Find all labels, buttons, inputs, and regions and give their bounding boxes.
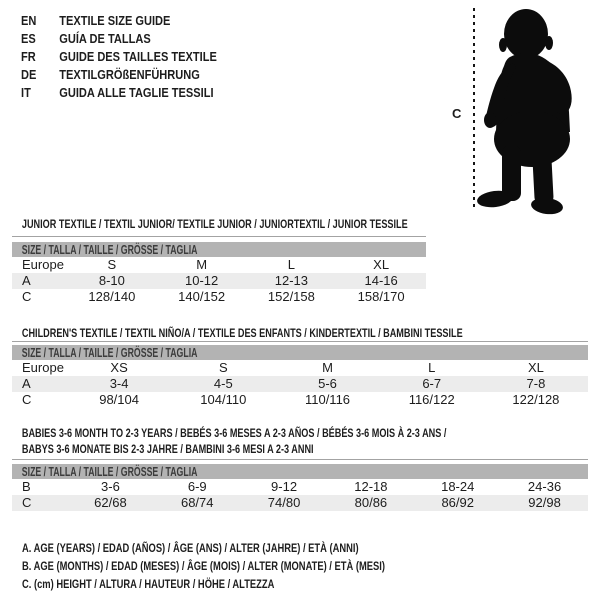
table-top-rule (12, 236, 426, 237)
table-cell: 116/122 (408, 392, 455, 407)
table-cell: M (196, 257, 208, 272)
table-cell: 92/98 (528, 495, 561, 510)
table-cell: XL (373, 257, 390, 272)
language-row (21, 48, 217, 66)
table-cell: 7-8 (526, 376, 546, 391)
size-header-bar (12, 345, 588, 360)
table-cell: 104/110 (200, 392, 247, 407)
figure-height-label: C (452, 106, 462, 121)
table-row (12, 495, 588, 511)
table-cell: M (322, 360, 333, 375)
table-cell: L (428, 360, 436, 375)
language-row (21, 12, 217, 30)
table-cell: 98/104 (99, 392, 139, 407)
table-row (12, 479, 588, 495)
table-cell: 3-4 (109, 376, 129, 391)
table-cell: 5-6 (318, 376, 337, 391)
footnote: A. AGE (YEARS) / EDAD (AÑOS) / ÂGE (ANS) / ALTER (JAHRE) / ETÀ (ANNI) (22, 541, 359, 555)
language-code: ES (21, 31, 36, 46)
table-row (12, 273, 426, 289)
language-title: GUÍA DE TALLAS (59, 31, 151, 46)
language-code: FR (21, 49, 36, 64)
size-header-bar-label: SIZE / TALLA / TAILLE / GRÖSSE / TAGLIA (21, 465, 198, 479)
table-cell: 62/68 (94, 495, 127, 510)
row-label: C (22, 392, 32, 407)
table-heading-line: BABYS 3-6 MONATE BIS 2-3 JAHRE / BAMBINI 3-6 MESI A 2-3 ANNI (21, 442, 314, 456)
table-cell: 8-10 (98, 273, 125, 288)
size-table (12, 216, 426, 305)
footnotes (22, 539, 487, 593)
language-title: TEXTILGRÖßENFÜHRUNG (59, 67, 200, 82)
table-row (12, 376, 588, 392)
table-row (12, 257, 426, 273)
table-cell: 6-9 (187, 479, 207, 494)
table-heading (12, 425, 450, 457)
size-header-bar (12, 242, 426, 257)
language-row (21, 30, 217, 48)
table-cell: 24-36 (527, 479, 562, 494)
toddler-silhouette (470, 0, 600, 215)
language-title: TEXTILE SIZE GUIDE (59, 13, 171, 28)
row-label: A (22, 273, 31, 288)
table-cell: 110/116 (304, 392, 351, 407)
table-cell: 14-16 (364, 273, 398, 288)
size-header-bar (12, 464, 588, 479)
language-code: IT (21, 85, 31, 100)
table-row (12, 289, 426, 305)
table-cell: 68/74 (180, 495, 214, 510)
row-label: Europe (22, 257, 64, 272)
table-cell: S (218, 360, 228, 375)
table-cell: 140/152 (178, 289, 226, 304)
table-cell: 3-6 (101, 479, 120, 494)
footnote: B. AGE (MONTHS) / EDAD (MESES) / ÂGE (MOIS) / ALTER (MONATE) / ETÀ (MESI) (22, 559, 385, 573)
table-cell: 18-24 (441, 479, 475, 494)
table-heading (12, 216, 408, 232)
size-table (12, 325, 588, 408)
row-label: A (22, 376, 31, 391)
table-heading (12, 325, 463, 341)
table-cell: 4-5 (213, 376, 233, 391)
table-heading-line: BABIES 3-6 MONTH TO 2-3 YEARS / BEBÉS 3-6 MESES A 2-3 AÑOS / BÉBÉS 3-6 MOIS À 2-3 ANS / (21, 426, 447, 440)
table-row (12, 360, 588, 376)
table-cell: 152/158 (267, 289, 315, 304)
footnote: C. (cm) HEIGHT / ALTURA / HAUTEUR / HÖHE / ALTEZZA (22, 577, 275, 591)
size-header-bar-label: SIZE / TALLA / TAILLE / GRÖSSE / TAGLIA (21, 243, 198, 257)
table-cell: 86/92 (441, 495, 474, 510)
table-cell: L (287, 257, 295, 272)
table-heading-line: JUNIOR TEXTILE / TEXTIL JUNIOR/ TEXTILE JUNIOR / JUNIORTEXTIL / JUNIOR TESSILE (21, 217, 408, 231)
table-cell: XL (527, 360, 544, 375)
language-title: GUIDE DES TAILLES TEXTILE (59, 49, 217, 64)
table-cell: 158/170 (357, 289, 405, 304)
table-cell: 80/86 (354, 495, 388, 510)
table-cell: 12-18 (354, 479, 388, 494)
table-top-rule (12, 459, 588, 460)
row-label: B (22, 479, 31, 494)
table-cell: XS (110, 360, 128, 375)
language-code: DE (21, 67, 37, 82)
row-label: C (22, 495, 32, 510)
size-table (12, 425, 588, 511)
language-row (21, 66, 217, 84)
table-cell: 10-12 (185, 273, 219, 288)
table-cell: 74/80 (267, 495, 301, 510)
row-label: C (22, 289, 32, 304)
language-code: EN (21, 13, 37, 28)
language-row (21, 84, 217, 102)
table-cell: 122/128 (512, 392, 560, 407)
table-cell: 12-13 (274, 273, 308, 288)
table-cell: 6-7 (422, 376, 442, 391)
table-cell: 9-12 (271, 479, 298, 494)
table-cell: 128/140 (88, 289, 136, 304)
language-title-list (21, 12, 251, 102)
language-title: GUIDA ALLE TAGLIE TESSILI (59, 85, 214, 100)
table-top-rule (12, 341, 588, 342)
row-label: Europe (22, 360, 64, 375)
table-heading-line: CHILDREN'S TEXTILE / TEXTIL NIÑO/A / TEXTILE DES ENFANTS / KINDERTEXTIL / BAMBINI TESSILE (21, 326, 463, 340)
table-cell: S (107, 257, 117, 272)
size-header-bar-label: SIZE / TALLA / TAILLE / GRÖSSE / TAGLIA (21, 346, 198, 360)
table-row (12, 392, 588, 408)
